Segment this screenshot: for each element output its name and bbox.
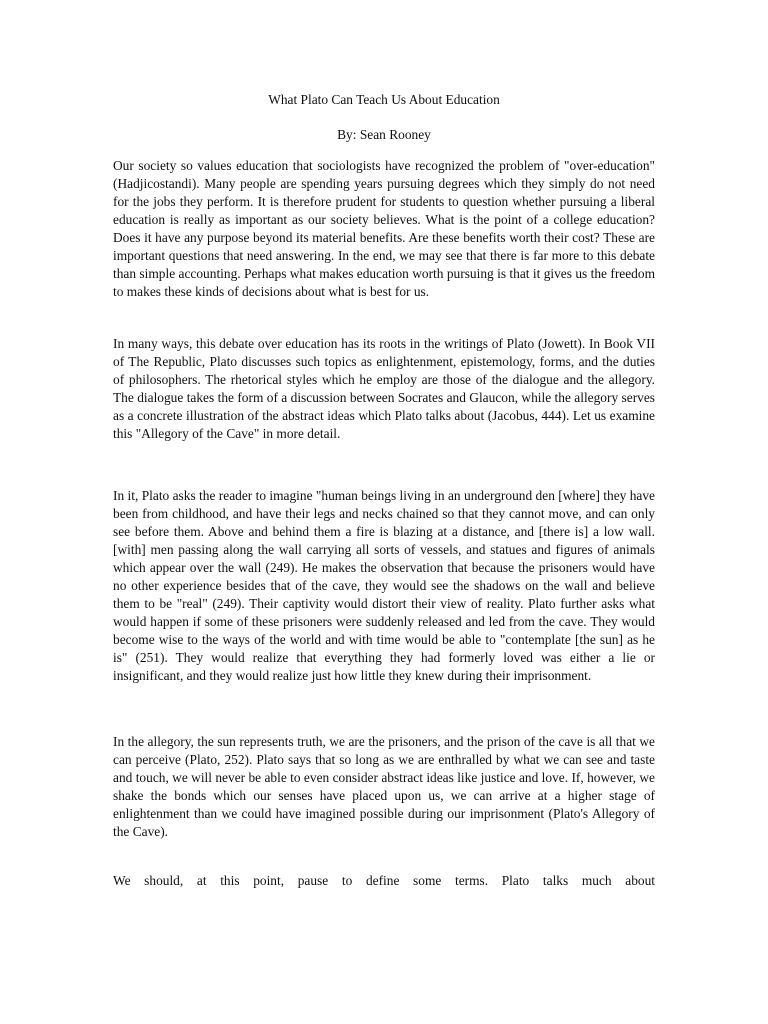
paragraph-introduction: Our society so values education that sociologists have recognized the problem of "over-education" (Hadjicostandi). Many people are spending years pursuing degrees which they simply do not need for the jobs they perform. It is therefore prudent for students to question whether pursuing a liberal education is really as important as our society believes. What is the point of a college education? Does it have any purpose beyond its material benefits. Are these benefits worth their cost? These are important questions that need answering. In the end, we may see that there is far more to this debate than simple accounting. Perhaps what makes education worth pursuing is that it gives us the freedom to makes these kinds of decisions about what is best for us. (113, 158, 655, 299)
document-title: What Plato Can Teach Us About Education (268, 92, 500, 107)
paragraph-define-terms: We should, at this point, pause to define some terms. Plato talks much about (113, 873, 655, 888)
paragraph-allegory-description: In it, Plato asks the reader to imagine "human beings living in an underground den [where] they have been from childhood, and have their legs and necks chained so that they cannot move, and can only see before them. Above and behind them a fire is blazing at a distance, and [there is] a low wall. [with] men passing along the wall carrying all sorts of vessels, and statues and figures of animals which appear over the wall (249). He makes the observation that because the prisoners would have no other experience besides that of the cave, they would see the shadows on the wall and believe them to be "real" (249). Their captivity would distort their view of reality. Plato further asks what would happen if some of these prisoners were suddenly released and led from the cave. They would become wise to the ways of the world and with time would be able to "contemplate [the sun] as he is" (251). They would realize that everything they had formerly loved was either a lie or insignificant, and they would realize just how little they knew during their imprisonment. (113, 488, 655, 683)
document-author: By: Sean Rooney (337, 127, 431, 142)
paragraph-plato-roots: In many ways, this debate over education has its roots in the writings of Plato (Jowett). In Book VII of The Republic, Plato discusses such topics as enlightenment, epistemology, forms, and the duties of philosophers. The rhetorical styles which he employ are those of the dialogue and the allegory. The dialogue takes the form of a discussion between Socrates and Glaucon, while the allegory serves as a concrete illustration of the abstract ideas which Plato talks about (Jacobus, 444). Let us examine this "Allegory of the Cave" in more detail. (113, 336, 655, 441)
paragraph-allegory-meaning: In the allegory, the sun represents truth, we are the prisoners, and the prison of the cave is all that we can perceive (Plato, 252). Plato says that so long as we are enthralled by what we can see and taste and touch, we will never be able to even consider abstract ideas like justice and love. If, however, we shake the bonds which our senses have placed upon us, we can arrive at a higher stage of enlightenment than we could have imagined possible during our imprisonment (Plato's Allegory of the Cave). (113, 734, 655, 839)
